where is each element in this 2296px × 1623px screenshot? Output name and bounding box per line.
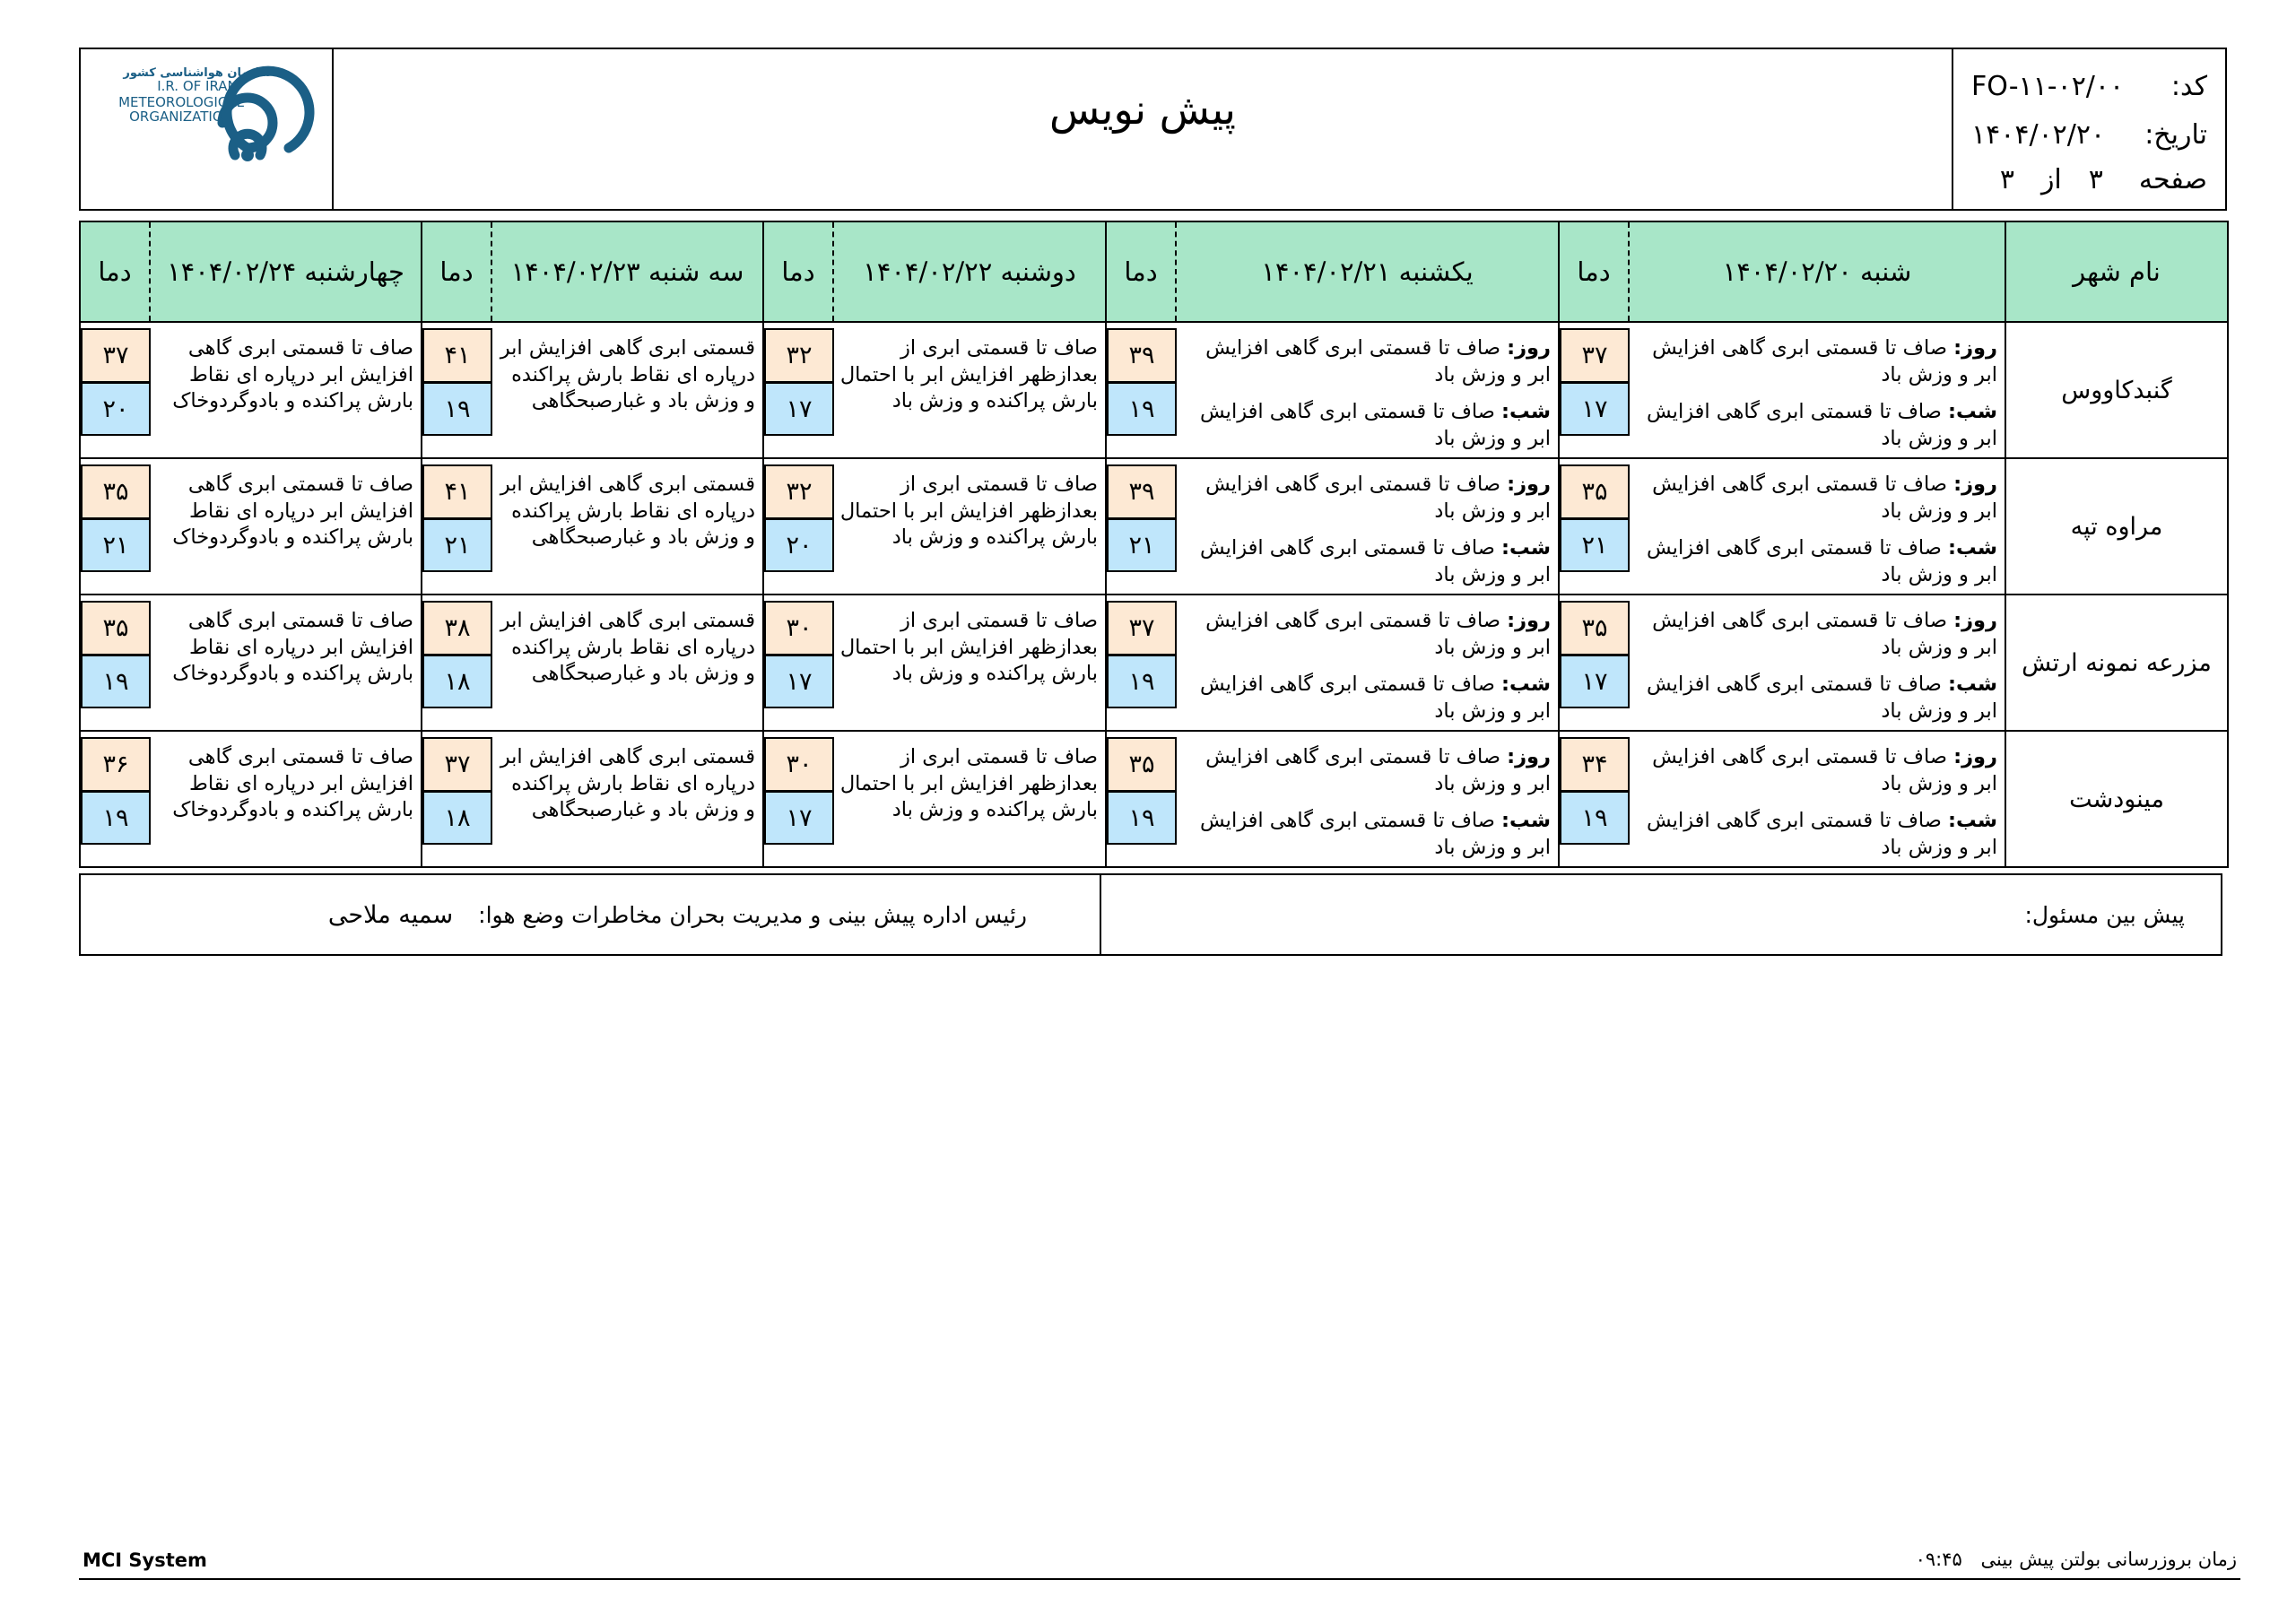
night-label: شب: bbox=[1501, 673, 1551, 696]
night-label: شب: bbox=[1948, 673, 1997, 696]
day-header-2: دوشنبه ۱۴۰۴/۰۲/۲۲ bbox=[833, 221, 1106, 322]
max-temp: ۳۸ bbox=[422, 601, 492, 655]
logo-text-meteorological: METEOROLOGICAL bbox=[118, 94, 244, 110]
head-label: رئیس اداره پیش بینی و مدیریت بحران مخاطرات وضع هوا: bbox=[478, 901, 1027, 928]
table-row bbox=[80, 458, 2228, 595]
forecast-body bbox=[80, 322, 2228, 867]
max-temp: ۳۷ bbox=[1560, 328, 1630, 382]
document-header bbox=[79, 48, 2227, 211]
day4-description: صاف تا قسمتی ابری گاهی افزایش ابر درپاره ای نقاط بارش پراکنده و بادوگردوخاک bbox=[172, 473, 413, 549]
day-header-1: یکشنبه ۱۴۰۴/۰۲/۲۱ bbox=[1176, 221, 1559, 322]
max-temp: ۳۹ bbox=[1107, 464, 1177, 518]
max-temp: ۳۲ bbox=[764, 328, 834, 382]
day1-description bbox=[1176, 732, 1558, 861]
head-name: سمیه ملاحی bbox=[327, 900, 454, 929]
day-header-3: سه شنبه ۱۴۰۴/۰۲/۲۳ bbox=[491, 221, 763, 322]
min-temp: ۱۷ bbox=[1560, 382, 1630, 436]
logo-spiral-icon bbox=[222, 71, 309, 155]
day-label: روز: bbox=[1507, 745, 1551, 768]
page-row bbox=[1971, 157, 2207, 202]
max-temp: ۳۵ bbox=[1560, 601, 1630, 655]
day4-description: صاف تا قسمتی ابری گاهی افزایش ابر درپاره ای نقاط بارش پراکنده و بادوگردوخاک bbox=[172, 336, 413, 412]
day1-description bbox=[1176, 595, 1558, 725]
day1-night-text: صاف تا قسمتی ابری گاهی افزایش ابر و وزش باد bbox=[1200, 400, 1551, 450]
day1-day-text: صاف تا قسمتی ابری گاهی افزایش ابر و وزش باد bbox=[1205, 336, 1551, 386]
max-temp: ۳۷ bbox=[422, 737, 492, 791]
day1-day-text: صاف تا قسمتی ابری گاهی افزایش ابر و وزش باد bbox=[1205, 745, 1551, 795]
forecast-table bbox=[79, 221, 2229, 868]
min-temp: ۱۹ bbox=[81, 655, 151, 708]
table-row bbox=[80, 322, 2228, 458]
page-total: ۳ bbox=[1999, 163, 2014, 195]
max-temp: ۳۲ bbox=[764, 464, 834, 518]
day2-description: صاف تا قسمتی ابری از بعدازظهر افزایش ابر با احتمال بارش پراکنده و وزش باد bbox=[839, 609, 1098, 685]
day3-description: قسمتی ابری گاهی افزایش ابر درپاره ای نقاط بارش پراکنده و وزش باد و غبارصبحگاهی bbox=[500, 609, 755, 685]
meteorological-organization-logo bbox=[81, 49, 332, 211]
min-temp: ۱۹ bbox=[1107, 382, 1177, 436]
day1-night-text: صاف تا قسمتی ابری گاهی افزایش ابر و وزش باد bbox=[1200, 536, 1551, 586]
temp-header-2: دما bbox=[763, 221, 833, 322]
min-temp: ۲۰ bbox=[764, 518, 834, 572]
day1-day-text: صاف تا قسمتی ابری گاهی افزایش ابر و وزش باد bbox=[1205, 473, 1551, 523]
footer-system: MCI System bbox=[83, 1549, 207, 1571]
day-label: روز: bbox=[1953, 609, 1997, 632]
day1-day-text: صاف تا قسمتی ابری گاهی افزایش ابر و وزش باد bbox=[1205, 609, 1551, 659]
max-temp: ۳۷ bbox=[81, 328, 151, 382]
page-of: از bbox=[2040, 163, 2062, 195]
footer-update-time: ۰۹:۴۵ bbox=[1915, 1549, 1962, 1570]
max-temp: ۳۵ bbox=[81, 601, 151, 655]
day0-night-text: صاف تا قسمتی ابری گاهی افزایش ابر و وزش باد bbox=[1647, 400, 1997, 450]
max-temp: ۳۵ bbox=[1107, 737, 1177, 791]
city-column-header: نام شهر bbox=[2005, 221, 2228, 322]
day3-description: قسمتی ابری گاهی افزایش ابر درپاره ای نقاط بارش پراکنده و وزش باد و غبارصبحگاهی bbox=[500, 473, 755, 549]
day0-day-text: صاف تا قسمتی ابری گاهی افزایش ابر و وزش باد bbox=[1652, 473, 1997, 523]
max-temp: ۳۴ bbox=[1560, 737, 1630, 791]
day0-night-text: صاف تا قسمتی ابری گاهی افزایش ابر و وزش باد bbox=[1647, 809, 1997, 859]
day1-night-text: صاف تا قسمتی ابری گاهی افزایش ابر و وزش باد bbox=[1200, 673, 1551, 723]
day1-description bbox=[1176, 323, 1558, 452]
logo-text-organization: ORGANIZATION bbox=[129, 108, 233, 125]
logo-text-country: I.R. OF IRAN bbox=[157, 78, 238, 94]
day2-description: صاف تا قسمتی ابری از بعدازظهر افزایش ابر با احتمال بارش پراکنده و وزش باد bbox=[839, 745, 1098, 821]
min-temp: ۱۷ bbox=[764, 382, 834, 436]
temp-header-3: دما bbox=[422, 221, 491, 322]
day-label: روز: bbox=[1953, 336, 1997, 360]
day0-night-text: صاف تا قسمتی ابری گاهی افزایش ابر و وزش باد bbox=[1647, 536, 1997, 586]
min-temp: ۲۰ bbox=[81, 382, 151, 436]
min-temp: ۱۸ bbox=[422, 655, 492, 708]
min-temp: ۲۱ bbox=[1560, 518, 1630, 572]
day0-day-text: صاف تا قسمتی ابری گاهی افزایش ابر و وزش باد bbox=[1652, 336, 1997, 386]
date-value: ۱۴۰۴/۰۲/۲۰ bbox=[1971, 118, 2106, 151]
day-header-4: چهارشنبه ۱۴۰۴/۰۲/۲۴ bbox=[150, 221, 422, 322]
day1-description bbox=[1176, 459, 1558, 588]
footer-divider bbox=[79, 1578, 2240, 1580]
date-row bbox=[1971, 112, 2207, 157]
min-temp: ۱۹ bbox=[1107, 791, 1177, 845]
night-label: شب: bbox=[1501, 536, 1551, 560]
day0-description bbox=[1629, 732, 2005, 861]
min-temp: ۲۱ bbox=[422, 518, 492, 572]
max-temp: ۴۱ bbox=[422, 328, 492, 382]
table-row bbox=[80, 595, 2228, 731]
day0-description bbox=[1629, 323, 2005, 452]
max-temp: ۳۵ bbox=[1560, 464, 1630, 518]
min-temp: ۱۹ bbox=[81, 791, 151, 845]
footer-update-label: زمان بروزرسانی بولتن پیش بینی bbox=[1980, 1549, 2237, 1570]
temp-header-1: دما bbox=[1106, 221, 1176, 322]
min-temp: ۱۷ bbox=[764, 791, 834, 845]
day2-description: صاف تا قسمتی ابری از بعدازظهر افزایش ابر با احتمال بارش پراکنده و وزش باد bbox=[839, 473, 1098, 549]
min-temp: ۲۱ bbox=[81, 518, 151, 572]
page-title: پیش نویس bbox=[1049, 85, 1236, 134]
max-temp: ۳۶ bbox=[81, 737, 151, 791]
day0-night-text: صاف تا قسمتی ابری گاهی افزایش ابر و وزش باد bbox=[1647, 673, 1997, 723]
min-temp: ۱۹ bbox=[1107, 655, 1177, 708]
night-label: شب: bbox=[1948, 400, 1997, 423]
city-name: مینودشت bbox=[2005, 731, 2228, 867]
min-temp: ۱۹ bbox=[1560, 791, 1630, 845]
max-temp: ۴۱ bbox=[422, 464, 492, 518]
code-row bbox=[1971, 64, 2207, 108]
min-temp: ۱۹ bbox=[422, 382, 492, 436]
forecaster-label: پیش بین مسئول: bbox=[2024, 901, 2185, 928]
night-label: شب: bbox=[1501, 400, 1551, 423]
max-temp: ۳۵ bbox=[81, 464, 151, 518]
temp-header-0: دما bbox=[1559, 221, 1629, 322]
day-label: روز: bbox=[1953, 473, 1997, 496]
page-label: صفحه bbox=[2138, 163, 2207, 195]
city-name: مزرعه نمونه ارتش bbox=[2005, 595, 2228, 731]
table-row bbox=[80, 731, 2228, 867]
day-label: روز: bbox=[1507, 473, 1551, 496]
code-value: FO-۱۱-۰۲/۰۰ bbox=[1971, 70, 2125, 102]
signature-block bbox=[79, 873, 2222, 956]
max-temp: ۳۰ bbox=[764, 601, 834, 655]
max-temp: ۳۷ bbox=[1107, 601, 1177, 655]
day3-description: قسمتی ابری گاهی افزایش ابر درپاره ای نقاط بارش پراکنده و وزش باد و غبارصبحگاهی bbox=[500, 745, 755, 821]
max-temp: ۳۰ bbox=[764, 737, 834, 791]
city-name: گنبدکاووس bbox=[2005, 322, 2228, 458]
logo-text-fa: سازمان هواشناسی کشور bbox=[123, 66, 272, 80]
min-temp: ۱۷ bbox=[764, 655, 834, 708]
city-name: مراوه تپه bbox=[2005, 458, 2228, 595]
day0-description bbox=[1629, 459, 2005, 588]
code-label: کد: bbox=[2170, 70, 2207, 102]
day0-day-text: صاف تا قسمتی ابری گاهی افزایش ابر و وزش باد bbox=[1652, 745, 1997, 795]
night-label: شب: bbox=[1948, 809, 1997, 832]
day4-description: صاف تا قسمتی ابری گاهی افزایش ابر درپاره ای نقاط بارش پراکنده و بادوگردوخاک bbox=[172, 609, 413, 685]
table-header-row bbox=[80, 221, 2228, 322]
document-meta bbox=[1952, 49, 2225, 209]
temp-header-4: دما bbox=[80, 221, 150, 322]
day-label: روز: bbox=[1507, 609, 1551, 632]
day2-description: صاف تا قسمتی ابری از بعدازظهر افزایش ابر با احتمال بارش پراکنده و وزش باد bbox=[839, 336, 1098, 412]
day4-description: صاف تا قسمتی ابری گاهی افزایش ابر درپاره ای نقاط بارش پراکنده و بادوگردوخاک bbox=[172, 745, 413, 821]
footer-update bbox=[1916, 1549, 2237, 1570]
night-label: شب: bbox=[1501, 809, 1551, 832]
page-number: ۳ bbox=[2088, 163, 2103, 195]
logo-cell bbox=[81, 49, 334, 209]
day0-day-text: صاف تا قسمتی ابری گاهی افزایش ابر و وزش باد bbox=[1652, 609, 1997, 659]
max-temp: ۳۹ bbox=[1107, 328, 1177, 382]
min-temp: ۱۷ bbox=[1560, 655, 1630, 708]
head-cell bbox=[81, 875, 1103, 954]
day-header-0: شنبه ۱۴۰۴/۰۲/۲۰ bbox=[1629, 221, 2005, 322]
day-label: روز: bbox=[1953, 745, 1997, 768]
day0-description bbox=[1629, 595, 2005, 725]
night-label: شب: bbox=[1948, 536, 1997, 560]
date-label: تاریخ: bbox=[2144, 118, 2207, 151]
min-temp: ۲۱ bbox=[1107, 518, 1177, 572]
min-temp: ۱۸ bbox=[422, 791, 492, 845]
day-label: روز: bbox=[1507, 336, 1551, 360]
day3-description: قسمتی ابری گاهی افزایش ابر درپاره ای نقاط بارش پراکنده و وزش باد و غبارصبحگاهی bbox=[500, 336, 755, 412]
forecaster-cell bbox=[1100, 875, 2221, 954]
day1-night-text: صاف تا قسمتی ابری گاهی افزایش ابر و وزش باد bbox=[1200, 809, 1551, 859]
